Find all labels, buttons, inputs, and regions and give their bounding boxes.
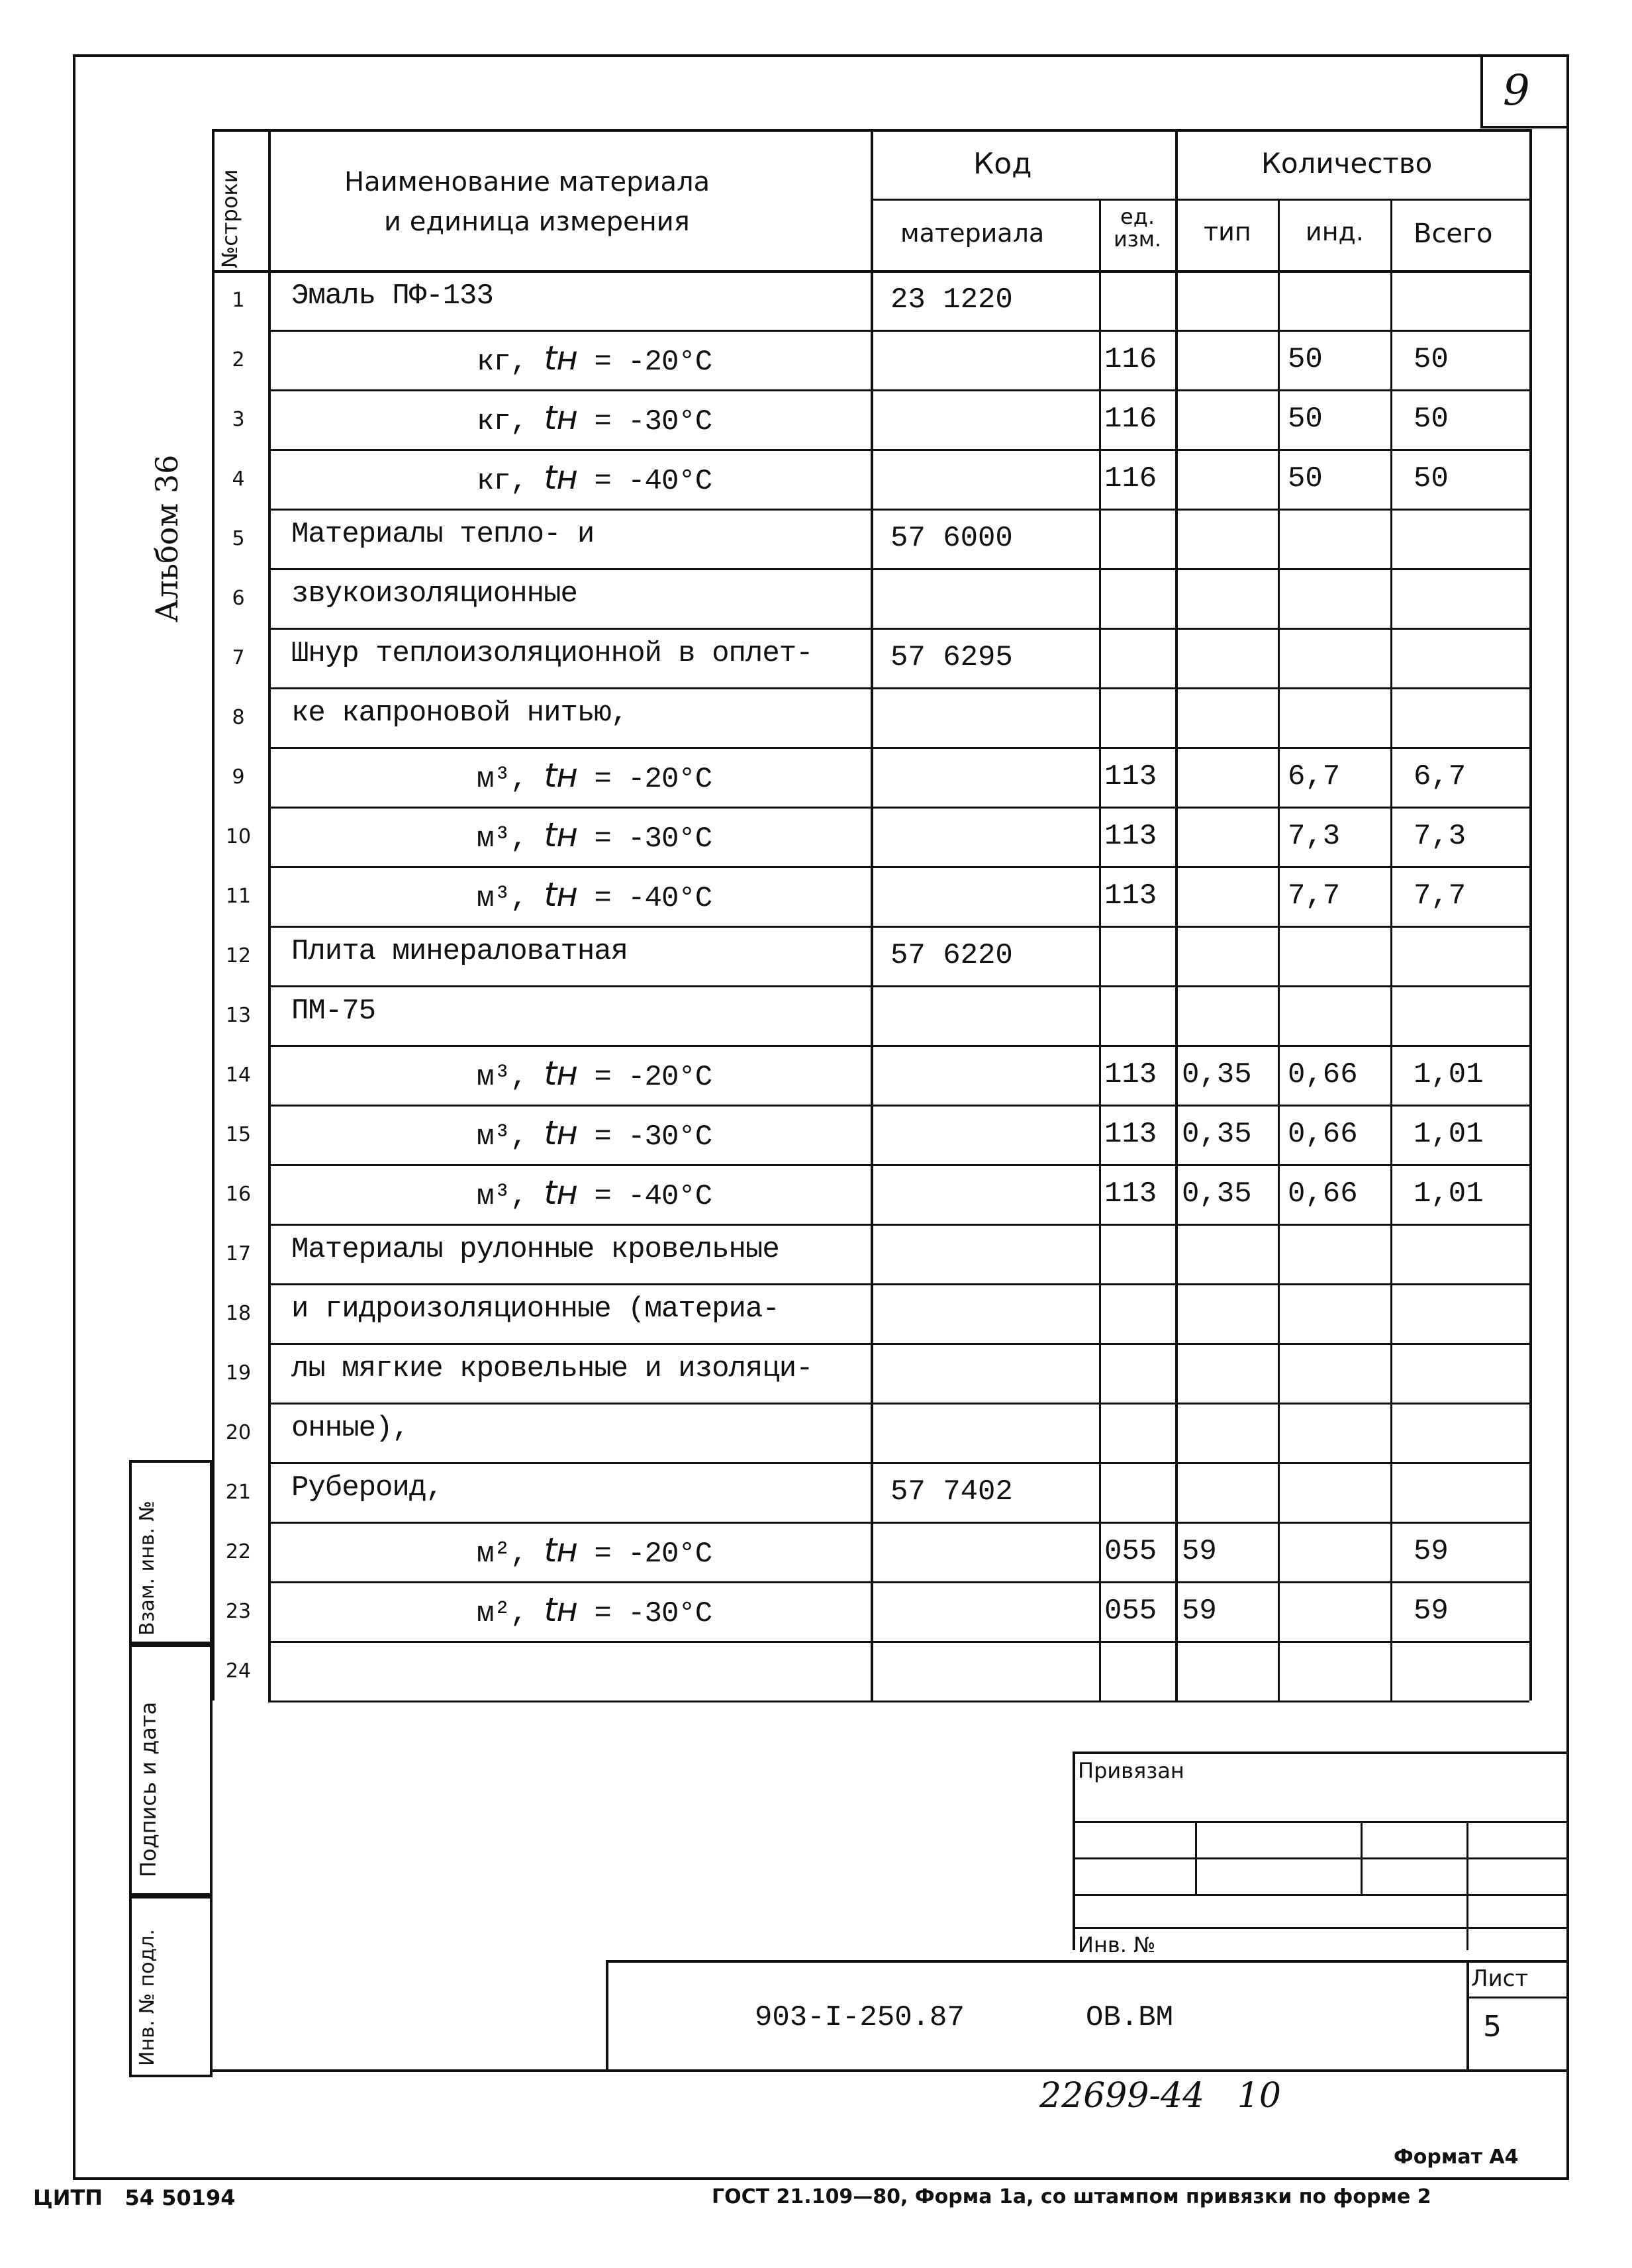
row-unit: 116 [1104,403,1157,436]
row-name: м³, tн = -40°C [477,1173,712,1213]
row-line [268,1701,1529,1702]
row-line [268,1462,1529,1464]
stamp-h4 [1073,1927,1566,1929]
side-label-podpis: Подпись и дата [136,1701,161,1877]
row-line [268,1403,1529,1405]
side-label-vzam: Взам. инв. № [136,1501,159,1636]
temperature-symbol: tн [544,399,577,437]
row-line [268,1105,1529,1107]
pagebox-bottom [1480,126,1569,128]
row-line [268,1045,1529,1047]
row-name: м², tн = -20°C [477,1531,712,1571]
row-type: 0,35 [1182,1177,1252,1210]
row-name: м³, tн = -20°C [477,756,712,796]
row-unit: 116 [1104,462,1157,495]
frame-left [73,54,75,2180]
row-number: 5 [232,527,245,550]
vline-type [1175,129,1178,1701]
stamp-h3 [1073,1894,1566,1896]
row-code: 57 6295 [890,641,1013,674]
vline-ind [1278,199,1280,1701]
row-ind: 0,66 [1288,1177,1358,1210]
row-line [268,330,1529,332]
temperature-symbol: tн [544,458,577,497]
row-name: ПМ-75 [291,995,376,1028]
frame-top [73,54,1569,57]
row-number: 8 [232,706,245,729]
row-name: Шнур теплоизоляционной в оплет- [291,637,813,670]
temperature-symbol: tн [544,816,577,854]
row-line [268,449,1529,451]
row-ind: 7,3 [1288,820,1341,853]
row-number: 14 [225,1063,252,1087]
row-line [268,1164,1529,1166]
row-ind: 50 [1288,343,1323,376]
row-line [268,985,1529,987]
row-line [268,807,1529,809]
header-code-material: материала [900,219,1045,248]
row-number: 10 [225,825,252,848]
row-total: 59 [1414,1595,1449,1628]
row-unit: 116 [1104,343,1157,376]
title-top [606,1960,1566,1963]
vline-unit [1099,199,1101,1701]
side-label-inv: Инв. № подл. [136,1929,159,2066]
row-name: Рубероид, [291,1471,443,1504]
row-ind: 7,7 [1288,879,1341,912]
row-number: 13 [225,1004,252,1027]
row-line [268,926,1529,928]
row-type: 59 [1182,1535,1217,1568]
row-ind: 50 [1288,462,1323,495]
vline-right [1529,129,1532,1701]
row-total: 1,01 [1414,1177,1484,1210]
row-total: 1,01 [1414,1058,1484,1091]
row-number: 16 [225,1183,252,1206]
row-number: 19 [225,1361,252,1385]
temperature-symbol: tн [544,339,577,377]
row-name: м³, tн = -30°C [477,1114,712,1154]
row-number: 21 [225,1481,252,1504]
row-name: лы мягкие кровельные и изоляци- [291,1352,813,1385]
row-code: 23 1220 [890,283,1013,317]
title-left [606,1960,608,2071]
row-number: 12 [225,944,252,967]
header-qty-ind: инд. [1306,217,1364,246]
row-unit: 113 [1104,1058,1157,1091]
row-line [268,1224,1529,1226]
temperature-symbol: tн [544,1531,577,1569]
header-code-unit: ед. изм. [1113,204,1162,252]
stamp-privyazan: Привязан [1078,1758,1184,1783]
row-number: 20 [225,1421,252,1444]
album-label: Альбом 36 [149,454,185,622]
stamp-top [1073,1751,1566,1754]
row-total: 50 [1414,403,1449,436]
row-type: 0,35 [1182,1118,1252,1151]
row-total: 1,01 [1414,1118,1484,1151]
title-sheet-mid [1466,1997,1566,1998]
row-number: 4 [232,468,245,491]
header-name-line2: и единица измерения [384,207,690,237]
row-name: м², tн = -30°C [477,1591,712,1630]
row-unit: 113 [1104,1177,1157,1210]
row-total: 7,7 [1414,879,1466,912]
title-sheet-left [1466,1960,1469,2071]
row-number: 17 [225,1242,252,1265]
vline-num [268,129,271,1701]
row-name: онные), [291,1412,409,1445]
row-name: Эмаль ПФ-133 [291,279,493,313]
stamp-v3 [1466,1821,1468,1950]
vline-code [871,129,873,1701]
row-total: 50 [1414,462,1449,495]
row-line [268,509,1529,511]
stamp-inv-no: Инв. № [1078,1932,1156,1957]
pagebox-left [1480,54,1483,127]
row-unit: 113 [1104,879,1157,912]
header-code: Код [973,147,1032,181]
row-name: кг, tн = -30°C [477,399,712,438]
row-line [268,687,1529,689]
row-ind: 0,66 [1288,1118,1358,1151]
row-number: 24 [225,1659,252,1683]
temperature-symbol: tн [544,1054,577,1093]
row-total: 7,3 [1414,820,1466,853]
row-unit: 055 [1104,1595,1157,1628]
temperature-symbol: tн [544,1114,577,1152]
row-ind: 6,7 [1288,760,1341,793]
row-number: 6 [232,587,245,610]
row-line [268,1522,1529,1524]
row-line [268,628,1529,630]
footer-left: ЦИТП 54 50194 [33,2185,236,2210]
handwritten-note: 22699-44 10 [1039,2076,1281,2116]
temperature-symbol: tн [544,1173,577,1212]
row-number: 2 [232,348,245,371]
row-code: 57 6000 [890,522,1013,555]
row-number: 15 [225,1123,252,1146]
row-name: Плита минераловатная [291,935,628,968]
row-unit: 113 [1104,820,1157,853]
row-code: 57 6220 [890,939,1013,972]
row-line [268,389,1529,391]
stamp-h2 [1073,1857,1566,1859]
row-total: 6,7 [1414,760,1466,793]
frame-right [1566,54,1569,2180]
row-ind: 0,66 [1288,1058,1358,1091]
row-name: Материалы тепло- и [291,518,595,551]
sheet-number: 5 [1483,2010,1502,2044]
row-code: 57 7402 [890,1475,1013,1508]
row-name: м³, tн = -40°C [477,875,712,915]
temperature-symbol: tн [544,1591,577,1629]
row-number: 7 [232,646,245,669]
row-line [268,1283,1529,1285]
row-name: Материалы рулонные кровельные [291,1233,779,1266]
stamp-v1 [1195,1821,1197,1894]
row-unit: 113 [1104,760,1157,793]
temperature-symbol: tн [544,756,577,795]
row-total: 59 [1414,1535,1449,1568]
vline-total [1390,199,1392,1701]
row-name: кг, tн = -20°C [477,339,712,379]
row-number: 3 [232,408,245,431]
row-number: 9 [232,765,245,789]
row-ind: 50 [1288,403,1323,436]
row-unit: 113 [1104,1118,1157,1151]
row-line [268,1641,1529,1643]
sheet-label: Лист [1471,1965,1529,1992]
row-total: 50 [1414,343,1449,376]
row-line [268,866,1529,868]
row-number: 18 [225,1302,252,1325]
row-type: 0,35 [1182,1058,1252,1091]
page-number: 9 [1503,66,1530,115]
header-qty-total: Всего [1414,219,1493,249]
row-name: ке капроновой нитью, [291,697,628,730]
head-mid-code [871,199,1529,201]
header-name-line1: Наименование материала [344,167,710,197]
row-name: и гидроизоляционные (материа- [291,1293,779,1326]
doc-mark: ОВ.ВМ [1086,2001,1174,2034]
row-number: 22 [225,1540,252,1563]
doc-code: 903-I-250.87 [755,2001,965,2034]
row-name: кг, tн = -40°C [477,458,712,498]
row-line [268,568,1529,570]
row-line [268,1343,1529,1345]
format-label: Формат А4 [1394,2145,1519,2169]
row-name: м³, tн = -20°C [477,1054,712,1094]
header-quantity: Количество [1261,147,1433,179]
row-number: 1 [232,289,245,312]
row-name: звукоизоляционные [291,577,577,611]
footer-right: ГОСТ 21.109—80, Форма 1а, со штампом привязки по форме 2 [712,2185,1431,2208]
row-type: 59 [1182,1595,1217,1628]
row-number: 11 [225,885,252,908]
stamp-left [1073,1751,1075,1950]
header-row-no: №строки [217,169,242,268]
content-bottom [212,2069,1566,2072]
header-qty-type: тип [1204,217,1251,246]
row-line [268,1581,1529,1583]
row-name: м³, tн = -30°C [477,816,712,856]
stamp-v2 [1361,1821,1363,1894]
row-unit: 055 [1104,1535,1157,1568]
row-line [268,747,1529,749]
temperature-symbol: tн [544,875,577,914]
stamp-h1 [1073,1821,1566,1823]
frame-bottom [73,2177,1569,2180]
row-number: 23 [225,1600,252,1623]
